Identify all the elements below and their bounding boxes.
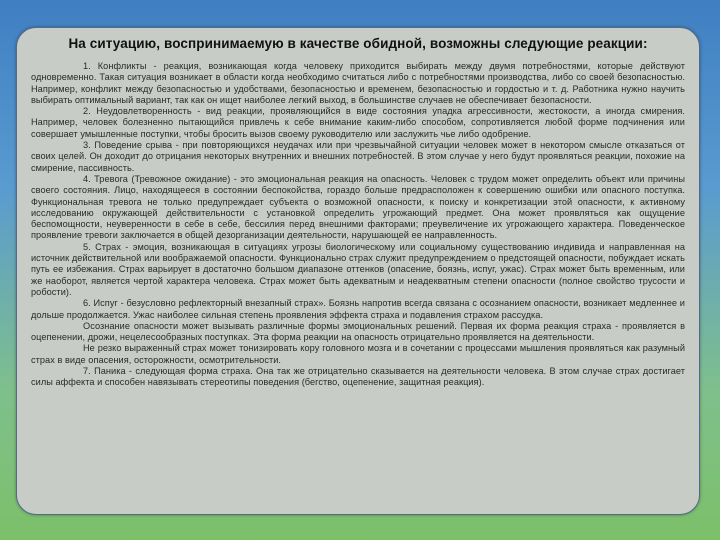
paragraph-panic: 7. Паника - следующая форма страха. Она так же отрицательно сказывается на деятельности человека. В этом случае страх достигает силы аффекта и способен навязывать стереотипы поведения (бегство, оцепенение, защитная реакция).	[31, 366, 685, 388]
paragraph-fright: 6. Испуг - безусловно рефлекторный внезапный страх». Боязнь напротив всегда связана с осознанием опасности, возникает медленнее и дольше продолжается. Ужас наиболее сильная степень проявления эффекта страха и подавления страхом рассудка.	[31, 298, 685, 320]
body-text	[31, 61, 685, 389]
paragraph-breakdown: 3. Поведение срыва - при повторяющихся неудачах или при чрезвычайной ситуации человек может в некотором смысле отказаться от своих целей. Он доходит до отрицания некоторых внутренних и внешних потребностей. В этом случае у него будут проявляться реакции, похожие на смирение, пассивность.	[31, 140, 685, 173]
paragraph-dissatisfaction: 2. Неудовлетворенность - вид реакции, проявляющийся в виде состояния упадка агрессивности, жестокости, а иногда смирения. Например, человек болезненно пытающийся привлечь к себе внимание каким-либо способом, сопротивляется любой форме подчинения или совершает умышленные поступки, чтобы бросить вызов своему руководителю или заслужить чье либо одобрение.	[31, 106, 685, 139]
content-card	[16, 27, 700, 515]
paragraph-danger-awareness: Осознание опасности может вызывать различные формы эмоциональных решений. Первая их форма реакция страха - проявляется в оцепенении, дрожи, нецелесообразных поступках. Эта форма реакции на опасность отрицательно проявляется на деятельности.	[31, 320, 685, 343]
paragraph-anxiety: 4. Тревога (Тревожное ожидание) - это эмоциональная реакция на опасность. Человек с трудом может определить объект или причины своего состояния. Лицо, находящееся в состоянии беспокойства, гораздо больше предрасположен к совершению ошибки или опасного поступка. Функциональная тревога не только предупреждает субъекта о возможной опасности, к поиску и конкретизации этой опасности, к активному исследованию окружающей действительности с установкой определить угрожающий предмет. Она может проявляться как ощущение беспомощности, неуверенности в себе в себе, бессилия перед внешними факторами; преувеличение их угрожающего характера. Поведенческое проявление тревоги заключается в общей дезорганизации деятельности, нарушающей ее направленность.	[31, 173, 685, 241]
paragraph-fear: 5. Страх - эмоция, возникающая в ситуациях угрозы биологическому или социальному существованию индивида и направленная на источник действительной или воображаемой опасности. Функционально страх служит предупреждением о предстоящей опасности, побуждает искать путь ее избежания. Страх варьирует в достаточно большом диапазоне оттенков (опасение, боязнь, испуг, ужас). Страх может быть временным, или же наоборот, является чертой характера человека. Страх может быть адекватным и неадекватным степени опасности (полное свойство трусости и робости).	[31, 241, 685, 297]
paragraph-mild-fear: Не резко выраженный страх может тонизировать кору головного мозга и в сочетании с процессами мышления проявляться как разумный страх в виде опасения, осторожности, осмотрительности.	[31, 343, 685, 365]
slide-title: На ситуацию, воспринимаемую в качестве обидной, возможны следующие реакции:	[68, 36, 648, 51]
paragraph-conflicts: 1. Конфликты - реакция, возникающая когда человеку приходится выбирать между двумя потребностями, которые действуют одновременно. Такая ситуация возникает в области когда необходимо считаться либо с потребностями производства, либо со своей безопасностью. Например, конфликт между безопасностью и удобствами, безопасностью и временем, безопасностью и гордостью и т. д. Работника нужно научить выбирать оптимальный вариант, так как он ищет наиболее легкий выход, в большинстве случаев не обеспечивает безопасности.	[31, 61, 685, 105]
